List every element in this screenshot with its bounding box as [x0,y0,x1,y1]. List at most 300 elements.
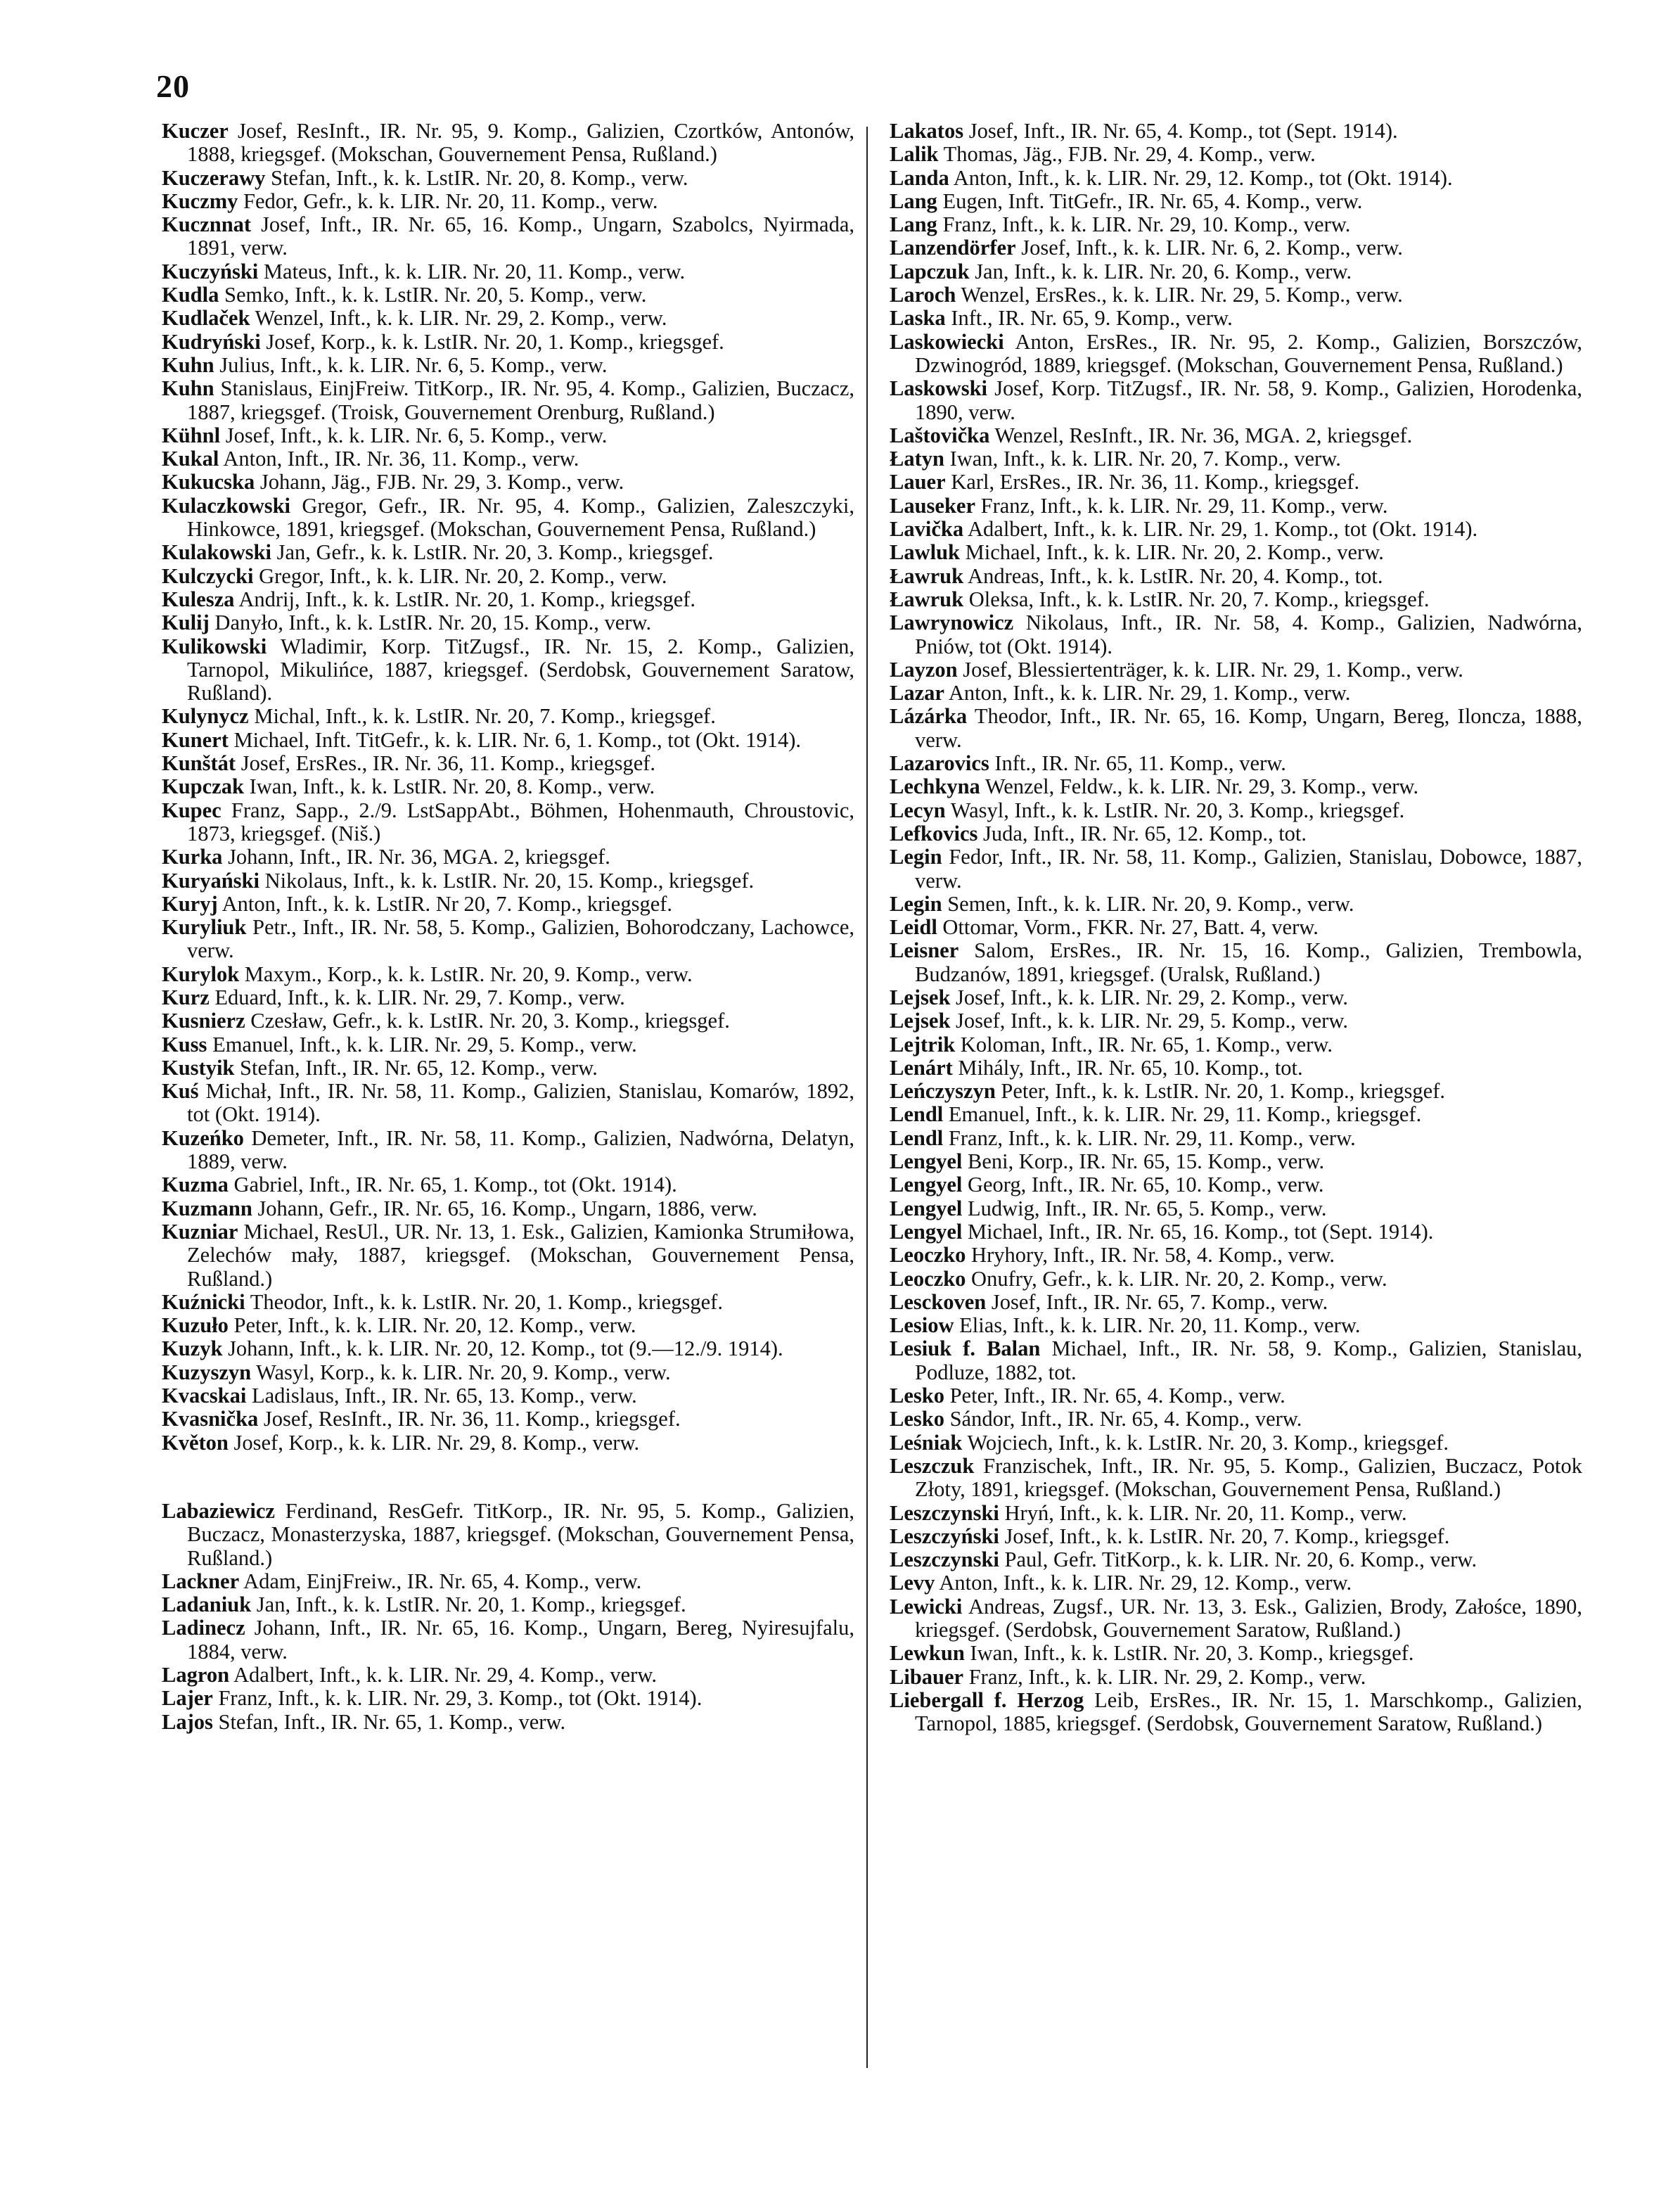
roll-entry [890,705,1582,752]
entry-details: Mihály, Inft., IR. Nr. 65, 10. Komp., tot. [958,1055,1303,1080]
entry-surname: Legin [890,891,942,916]
entry-details: Wenzel, Inft., k. k. LIR. Nr. 29, 2. Komp., verw. [255,306,667,331]
entry-surname: Ławruk [890,587,964,611]
entry-surname: Layzon [890,657,958,682]
roll-entry [162,1408,854,1431]
entry-details: Franz, Sapp., 2./9. LstSappAbt., Böhmen, Hohenmauth, Chroustovic, 1873, kriegsgef. (Niš.) [187,798,854,845]
roll-entry [162,471,854,494]
roll-entry [890,893,1582,916]
entry-details: Josef, Korp. TitZugsf., IR. Nr. 58, 9. Komp., Galizien, Horodenka, 1890, verw. [915,376,1582,424]
roll-entry [162,775,854,798]
entry-surname: Kuryański [162,868,259,893]
entry-surname: Laroch [890,283,956,307]
entry-details: Anton, ErsRes., IR. Nr. 95, 2. Komp., Galizien, Borszczów, Dzwinogród, 1889, kriegsgef. (Mokschan, Gouvernement Pensa, Rußland.) [915,329,1582,377]
entry-details: Adam, EinjFreiw., IR. Nr. 65, 4. Komp., verw. [243,1569,642,1593]
entry-surname: Liebergall f. Herzog [890,1687,1084,1712]
roll-entry [162,1314,854,1337]
entry-details: Hryń, Inft., k. k. LIR. Nr. 20, 11. Komp., verw. [1004,1500,1407,1525]
entry-details: Josef, Korp., k. k. LIR. Nr. 29, 8. Komp., verw. [233,1430,640,1455]
entry-details: Josef, ErsRes., IR. Nr. 36, 11. Komp., kriegsgef. [241,751,656,776]
roll-entry [890,143,1582,166]
roll-entry [162,845,854,869]
entry-surname: Kucznnat [162,212,252,237]
roll-entry [162,1361,854,1384]
roll-entry [162,916,854,963]
roll-entry [162,869,854,893]
entry-surname: Libauer [890,1664,964,1689]
roll-entry [890,1268,1582,1291]
entry-surname: Kulczycki [162,563,254,588]
entry-details: Franz, Inft., k. k. LIR. Nr. 29, 11. Komp., verw. [948,1125,1356,1150]
roll-entry [162,705,854,728]
entry-details: Eduard, Inft., k. k. LIR. Nr. 29, 7. Komp., verw. [214,985,625,1009]
roll-entry [162,1009,854,1033]
entry-surname: Kuzyszyn [162,1360,252,1384]
entry-details: Georg, Inft., IR. Nr. 65, 10. Komp., verw. [967,1173,1324,1197]
entry-details: Inft., IR. Nr. 65, 9. Komp., verw. [951,306,1233,331]
entry-details: Inft., IR. Nr. 65, 11. Komp., verw. [994,751,1286,776]
roll-entry [162,494,854,542]
entry-surname: Lesiuk f. Balan [890,1336,1041,1361]
roll-entry [162,1500,854,1570]
roll-entry [162,213,854,260]
entry-surname: Lengyel [890,1173,963,1197]
entry-surname: Lesko [890,1407,944,1431]
entry-details: Michał, Inft., IR. Nr. 58, 11. Komp., Galizien, Stanislau, Komarów, 1892, tot (Okt. 1914). [187,1079,854,1127]
entry-surname: Lewicki [890,1594,963,1619]
roll-entry [890,1291,1582,1314]
roll-entry [890,1525,1582,1548]
roll-entry [162,729,854,752]
entry-details: Gregor, Gefr., IR. Nr. 95, 4. Komp., Galizien, Zaleszczyki, Hinkowce, 1891, kriegsgef. (Mokschan, Gouvernement Pensa, Rußland.) [187,493,854,542]
roll-entry [890,1384,1582,1408]
roll-entry [162,1337,854,1360]
roll-entry [890,845,1582,893]
entry-details: Andreas, Zugsf., UR. Nr. 13, 3. Esk., Galizien, Brody, Załośce, 1890, kriegsgef. (Serdobsk, Gouvernement Saratow, Rußland.) [915,1594,1582,1642]
entry-surname: Lendl [890,1125,944,1150]
entry-details: Josef, Blessiertenträger, k. k. LIR. Nr. 29, 1. Komp., verw. [963,657,1463,682]
entry-details: Mateus, Inft., k. k. LIR. Nr. 20, 11. Komp., verw. [263,259,686,283]
entry-details: Koloman, Inft., IR. Nr. 65, 1. Komp., verw. [960,1032,1333,1057]
entry-details: Demeter, Inft., IR. Nr. 58, 11. Komp., Galizien, Nadwórna, Delatyn, 1889, verw. [187,1125,855,1174]
entry-details: Anton, Inft., k. k. LIR. Nr. 29, 12. Komp., verw. [939,1571,1352,1595]
entry-details: Josef, Inft., IR. Nr. 65, 16. Komp., Ungarn, Szabolcs, Nyirmada, 1891, verw. [187,212,854,260]
entry-details: Sándor, Inft., IR. Nr. 65, 4. Komp., verw. [949,1407,1302,1431]
entry-surname: Kurz [162,985,210,1009]
roll-entry [890,518,1582,541]
entry-details: Ludwig, Inft., IR. Nr. 65, 5. Komp., verw. [967,1196,1327,1220]
entry-details: Franz, Inft., k. k. LIR. Nr. 29, 2. Komp., verw. [968,1664,1366,1689]
roll-entry [162,1431,854,1455]
entry-surname: Laskowski [890,376,988,401]
entry-details: Michal, Inft., k. k. LstIR. Nr. 20, 7. Komp., kriegsgef. [254,704,716,729]
entry-surname: Kudlaček [162,306,250,331]
entry-details: Ladislaus, Inft., IR. Nr. 65, 13. Komp., verw. [251,1384,637,1408]
entry-details: Wenzel, ErsRes., k. k. LIR. Nr. 29, 5. Komp., verw. [961,283,1403,307]
entry-surname: Kupec [162,798,222,822]
entry-surname: Leśniak [890,1430,963,1455]
roll-entry [162,167,854,190]
roll-entry [890,775,1582,798]
entry-surname: Lesiow [890,1313,954,1338]
entry-details: Peter, Inft., k. k. LIR. Nr. 20, 12. Komp., verw. [233,1313,636,1338]
entry-surname: Leszczynski [890,1547,999,1572]
entry-surname: Lefkovics [890,821,978,845]
entry-surname: Kunštát [162,751,236,776]
entry-details: Wojciech, Inft., k. k. LstIR. Nr. 20, 3. Komp., kriegsgef. [967,1430,1449,1455]
entry-surname: Leidl [890,915,937,940]
entry-details: Semko, Inft., k. k. LstIR. Nr. 20, 5. Komp., verw. [224,283,647,307]
roll-entry [890,986,1582,1009]
entry-details: Andrij, Inft., k. k. LstIR. Nr. 20, 1. Komp., kriegsgef. [238,587,696,611]
entry-surname: Kuzniar [162,1219,238,1244]
entry-surname: Kuczmy [162,189,238,213]
entry-surname: Kurylok [162,962,240,986]
entry-details: Josef, Inft., IR. Nr. 65, 4. Komp., tot (Sept. 1914). [968,119,1398,143]
roll-entry [890,799,1582,822]
roll-entry [890,1502,1582,1525]
entry-surname: Lauer [890,470,946,494]
roll-entry [162,752,854,775]
entry-details: Emanuel, Inft., k. k. LIR. Nr. 29, 11. Komp., kriegsgef. [948,1102,1422,1127]
entry-details: Stefan, Inft., IR. Nr. 65, 1. Komp., verw. [218,1709,566,1734]
entry-details: Johann, Inft., k. k. LIR. Nr. 20, 12. Komp., tot (9.—12./9. 1914). [228,1336,783,1361]
entry-surname: Lesko [890,1384,944,1408]
entry-surname: Lázárka [890,704,968,729]
roll-entry [162,611,854,634]
entry-surname: Kudla [162,283,219,307]
roll-entry [890,1057,1582,1080]
entry-details: Ottomar, Vorm., FKR. Nr. 27, Batt. 4, verw. [942,915,1319,940]
entry-surname: Lajos [162,1709,213,1734]
roll-entry [162,424,854,447]
entry-surname: Levy [890,1571,935,1595]
entry-details: Josef, Inft., k. k. LIR. Nr. 6, 5. Komp., verw. [225,423,608,447]
entry-surname: Kuczerawy [162,165,266,190]
entry-surname: Lang [890,189,937,213]
entry-surname: Kusnierz [162,1009,245,1033]
roll-entry [890,752,1582,775]
entry-surname: Kustyik [162,1055,235,1080]
roll-entry [890,588,1582,611]
entry-details: Anton, Inft., k. k. LstIR. Nr 20, 7. Komp., kriegsgef. [222,891,673,916]
entry-surname: Kukucska [162,470,255,494]
roll-entry [162,1687,854,1710]
roll-entry [162,260,854,283]
entry-details: Andreas, Inft., k. k. LstIR. Nr. 20, 4. Komp., tot. [968,563,1383,588]
entry-surname: Lawluk [890,540,961,565]
entry-details: Jan, Inft., k. k. LIR. Nr. 20, 6. Komp., verw. [975,259,1352,283]
entry-surname: Kuzyk [162,1336,223,1361]
entry-surname: Legin [890,845,942,869]
roll-entry [162,354,854,377]
roll-entry [890,167,1582,190]
entry-surname: Laska [890,306,946,331]
roll-entry [890,822,1582,845]
entry-details: Josef, ResInft., IR. Nr. 36, 11. Komp., kriegsgef. [263,1407,681,1431]
entry-details: Michael, Inft. TitGefr., k. k. LIR. Nr. 6, 1. Komp., tot (Okt. 1914). [233,727,802,752]
entry-details: Eugen, Inft. TitGefr., IR. Nr. 65, 4. Komp., verw. [942,189,1363,213]
roll-entry [890,658,1582,682]
entry-details: Stefan, Inft., k. k. LstIR. Nr. 20, 8. Komp., verw. [271,165,688,190]
entry-surname: Kuryj [162,891,218,916]
roll-entry [890,541,1582,564]
roll-entry [890,1009,1582,1033]
entry-surname: Lackner [162,1569,240,1593]
entry-details: Franz, Inft., k. k. LIR. Nr. 29, 10. Komp., verw. [942,212,1351,237]
entry-details: Karl, ErsRes., IR. Nr. 36, 11. Komp., kriegsgef. [951,470,1360,494]
entry-details: Thomas, Jäg., FJB. Nr. 29, 4. Komp., verw. [943,142,1316,167]
roll-entry [162,1127,854,1174]
entry-surname: Lazar [890,681,944,706]
roll-entry [890,1173,1582,1196]
roll-entry [890,1548,1582,1571]
roll-entry [162,635,854,706]
entry-details: Johann, Gefr., IR. Nr. 65, 16. Komp., Ungarn, 1886, verw. [257,1196,757,1220]
entry-surname: Leoczko [890,1243,966,1268]
entry-surname: Lejtrik [890,1032,956,1057]
roll-entry [890,1689,1582,1736]
entry-surname: Landa [890,165,949,190]
roll-entry [162,986,854,1009]
entry-details: Danyło, Inft., k. k. LstIR. Nr. 20, 15. Komp., verw. [214,611,652,635]
entry-surname: Kulij [162,611,210,635]
roll-entry [162,1033,854,1057]
page-number: 20 [156,68,190,104]
entry-details: Wasyl, Inft., k. k. LstIR. Nr. 20, 3. Komp., kriegsgef. [950,798,1405,822]
entry-surname: Lalik [890,142,939,167]
entry-surname: Kudryński [162,329,261,354]
entry-surname: Ławruk [890,563,964,588]
roll-entry [162,588,854,611]
roll-entry [162,963,854,986]
entry-details: Josef, Inft., k. k. LIR. Nr. 6, 2. Komp., verw. [1021,236,1403,260]
entry-surname: Leisner [890,938,959,963]
entry-surname: Lang [890,212,937,237]
entry-surname: Kvacskai [162,1384,247,1408]
roll-entry [162,331,854,354]
entry-details: Michael, Inft., IR. Nr. 58, 9. Komp., Galizien, Stanislau, Podluze, 1882, tot. [915,1336,1582,1384]
roll-entry [890,283,1582,307]
entry-details: Nikolaus, Inft., k. k. LstIR. Nr. 20, 15. Komp., kriegsgef. [264,868,755,893]
roll-entry [890,190,1582,213]
roll-entry [890,471,1582,494]
roll-entry [890,1408,1582,1431]
entry-surname: Lengyel [890,1196,963,1220]
entry-surname: Lapczuk [890,259,970,283]
entry-details: Gregor, Inft., k. k. LIR. Nr. 20, 2. Komp., verw. [259,563,667,588]
entry-surname: Kulaczkowski [162,493,291,518]
entry-surname: Kuzmann [162,1196,252,1220]
roll-entry [890,424,1582,447]
entry-surname: Kuhn [162,352,214,377]
entry-surname: Kulynycz [162,704,249,729]
roll-entry [890,1197,1582,1220]
entry-details: Wladimir, Korp. TitZugsf., IR. Nr. 15, 2. Komp., Galizien, Tarnopol, Mikulińce, 1887, kriegsgef. (Serdobsk, Gouvernement Saratow, Rußland). [187,634,855,706]
entry-surname: Ladinecz [162,1616,245,1640]
roll-entry [890,1571,1582,1595]
roll-entry [890,377,1582,424]
entry-details: Adalbert, Inft., k. k. LIR. Nr. 29, 4. Komp., verw. [233,1663,657,1687]
column-divider [866,127,868,2068]
entry-details: Michael, ResUl., UR. Nr. 13, 1. Esk., Galizien, Kamionka Strumiłowa, Zelechów mały, 1887, kriegsgef. (Mokschan, Gouvernement Pensa, Rußland.) [187,1219,854,1291]
entry-details: Paul, Gefr. TitKorp., k. k. LIR. Nr. 20, 6. Komp., verw. [1004,1547,1477,1572]
roll-entry [890,611,1582,658]
entry-details: Peter, Inft., k. k. LstIR. Nr. 20, 1. Komp., kriegsgef. [1001,1079,1445,1104]
entry-details: Leib, ErsRes., IR. Nr. 15, 1. Marschkomp., Galizien, Tarnopol, 1885, kriegsgef. (Serdobsk, Gouvernement Saratow, Rußland.) [915,1687,1583,1736]
entry-surname: Kuhn [162,376,214,401]
entry-surname: Kuzuło [162,1313,229,1338]
entry-surname: Lajer [162,1686,213,1711]
entry-surname: Leszczuk [890,1453,975,1478]
entry-surname: Květon [162,1430,229,1455]
entry-surname: Kühnl [162,423,221,447]
entry-details: Franzischek, Inft., IR. Nr. 95, 5. Komp., Galizien, Buczacz, Potok Złoty, 1891, kriegsgef. (Mokschan, Gouvernement Pensa, Rußland.) [915,1453,1582,1502]
roll-entry [890,213,1582,236]
entry-details: Anton, Inft., k. k. LIR. Nr. 29, 1. Komp., verw. [948,681,1351,706]
entry-details: Wasyl, Korp., k. k. LIR. Nr. 20, 9. Komp., verw. [256,1360,671,1384]
roll-entry [162,1220,854,1291]
entry-details: Wenzel, ResInft., IR. Nr. 36, MGA. 2, kriegsgef. [994,423,1413,447]
entry-details: Maxym., Korp., k. k. LstIR. Nr. 20, 9. Komp., verw. [244,962,693,986]
entry-surname: Lengyel [890,1219,963,1244]
entry-surname: Kuś [162,1079,199,1104]
roll-entry [162,799,854,846]
entry-details: Michael, Inft., IR. Nr. 65, 16. Komp., tot (Sept. 1914). [967,1219,1434,1244]
entry-details: Hryhory, Inft., IR. Nr. 58, 4. Komp., verw. [971,1243,1335,1268]
roll-entry [162,447,854,471]
entry-details: Johann, Inft., IR. Nr. 36, MGA. 2, kriegsgef. [228,845,610,869]
entry-surname: Kuss [162,1032,207,1057]
roll-entry [890,1220,1582,1244]
entry-details: Czesław, Gefr., k. k. LstIR. Nr. 20, 3. Komp., kriegsgef. [250,1009,730,1033]
roll-entry [890,447,1582,471]
entry-details: Peter, Inft., IR. Nr. 65, 4. Komp., verw. [949,1384,1285,1408]
roll-entry [162,565,854,588]
entry-details: Josef, Inft., k. k. LIR. Nr. 29, 2. Komp., verw. [956,985,1349,1009]
roll-entry [890,1150,1582,1173]
roll-entry [890,1103,1582,1126]
roll-entry [162,893,854,916]
roll-entry [890,1337,1582,1384]
roll-entry [162,190,854,213]
entry-details: Franz, Inft., k. k. LIR. Nr. 29, 11. Komp., verw. [980,493,1388,518]
roll-entry [162,1664,854,1687]
entry-surname: Łatyn [890,447,944,471]
roll-entry [890,260,1582,283]
roll-entry [890,120,1582,143]
roll-entry [890,331,1582,378]
entry-details: Wenzel, Feldw., k. k. LIR. Nr. 29, 3. Komp., verw. [985,774,1419,799]
entry-surname: Lesckoven [890,1289,987,1314]
entry-surname: Kvasnička [162,1407,259,1431]
entry-details: Theodor, Inft., IR. Nr. 65, 16. Komp, Ungarn, Bereg, Iloncza, 1888, verw. [915,704,1582,752]
entry-details: Elias, Inft., k. k. LIR. Nr. 20, 11. Komp., verw. [959,1313,1361,1338]
entry-surname: Leszczyński [890,1524,999,1548]
entry-surname: Kulakowski [162,540,271,565]
entry-details: Emanuel, Inft., k. k. LIR. Nr. 29, 5. Komp., verw. [212,1032,637,1057]
roll-entry [890,565,1582,588]
entry-surname: Kulikowski [162,634,267,658]
entry-details: Jan, Inft., k. k. LstIR. Nr. 20, 1. Komp., kriegsgef. [256,1593,686,1617]
roll-entry [890,494,1582,518]
entry-details: Josef, Inft., IR. Nr. 65, 7. Komp., verw. [991,1289,1328,1314]
entry-surname: Leoczko [890,1266,966,1291]
roll-entry [162,377,854,424]
entry-details: Iwan, Inft., k. k. LstIR. Nr. 20, 3. Komp., kriegsgef. [970,1641,1414,1666]
entry-details: Michael, Inft., k. k. LIR. Nr. 20, 2. Komp., verw. [965,540,1384,565]
entry-details: Salom, ErsRes., IR. Nr. 15, 16. Komp., Galizien, Trembowla, Budzanów, 1891, kriegsgef. (Uralsk, Rußland.) [915,938,1582,986]
entry-details: Johann, Inft., IR. Nr. 65, 16. Komp., Ungarn, Bereg, Nyiresujfalu, 1884, verw. [187,1616,855,1664]
entry-details: Fedor, Gefr., k. k. LIR. Nr. 20, 11. Komp., verw. [243,189,658,213]
entry-surname: Laštovička [890,423,990,447]
roll-entry [162,120,854,167]
roll-entry [890,1314,1582,1337]
roll-entry [162,283,854,307]
roll-entry [890,236,1582,260]
left-column [162,120,854,1734]
roll-entry [162,1711,854,1734]
roll-entry [162,1570,854,1593]
entry-details: Jan, Gefr., k. k. LstIR. Nr. 20, 3. Komp., kriegsgef. [276,540,714,565]
entry-surname: Lauseker [890,493,975,518]
entry-surname: Leńczyszyn [890,1079,996,1104]
roll-entry [890,682,1582,705]
entry-surname: Lazarovics [890,751,989,776]
entry-surname: Lendl [890,1102,944,1127]
roll-entry [162,1197,854,1220]
roll-entry [162,1384,854,1408]
entry-surname: Kuryliuk [162,915,247,940]
roll-entry [890,1642,1582,1665]
entry-details: Gabriel, Inft., IR. Nr. 65, 1. Komp., tot (Okt. 1914). [233,1173,677,1197]
entry-details: Iwan, Inft., k. k. LstIR. Nr. 20, 8. Komp., verw. [249,774,655,799]
entry-details: Onufry, Gefr., k. k. LIR. Nr. 20, 2. Komp., verw. [971,1266,1387,1291]
roll-entry [890,916,1582,939]
roll-entry [890,307,1582,330]
roll-entry [162,1057,854,1080]
entry-details: Josef, ResInft., IR. Nr. 95, 9. Komp., Galizien, Czortków, Antonów, 1888, kriegsgef. (Mokschan, Gouvernement Pensa, Rußland.) [187,119,854,167]
entry-details: Petr., Inft., IR. Nr. 58, 5. Komp., Galizien, Bohorodczany, Lachowce, verw. [187,915,855,963]
entry-surname: Labaziewicz [162,1498,275,1523]
entry-details: Adalbert, Inft., k. k. LIR. Nr. 29, 1. Komp., tot (Okt. 1914). [968,517,1478,542]
roll-entry [890,1595,1582,1642]
entry-surname: Lejsek [890,985,951,1009]
entry-details: Juda, Inft., IR. Nr. 65, 12. Komp., tot. [983,821,1307,845]
entry-surname: Lanzendörfer [890,236,1016,260]
entry-details: Fedor, Inft., IR. Nr. 58, 11. Komp., Galizien, Stanislau, Dobowce, 1887, verw. [915,845,1583,893]
entry-surname: Lavička [890,517,964,542]
entry-details: Josef, Inft., k. k. LIR. Nr. 29, 5. Komp., verw. [956,1009,1349,1033]
entry-details: Josef, Korp., k. k. LstIR. Nr. 20, 1. Komp., kriegsgef. [266,329,724,354]
entry-surname: Ladaniuk [162,1593,252,1617]
entry-surname: Leszczynski [890,1500,999,1525]
roll-entry [890,1033,1582,1057]
entry-surname: Kurka [162,845,223,869]
entry-surname: Kuźnicki [162,1289,245,1314]
entry-surname: Kuczer [162,119,229,143]
entry-details: Theodor, Inft., k. k. LstIR. Nr. 20, 1. Komp., kriegsgef. [250,1289,723,1314]
entry-surname: Lagron [162,1663,230,1687]
entry-surname: Lecyn [890,798,946,822]
roll-entry [162,307,854,330]
entry-details: Franz, Inft., k. k. LIR. Nr. 29, 3. Komp., tot (Okt. 1914). [218,1686,703,1711]
entry-surname: Lawrynowicz [890,611,1014,635]
entry-details: Julius, Inft., k. k. LIR. Nr. 6, 5. Komp., verw. [219,352,608,377]
section-spacer [162,1455,854,1500]
entry-details: Anton, Inft., IR. Nr. 36, 11. Komp., verw. [223,447,579,471]
roll-entry [162,1291,854,1314]
